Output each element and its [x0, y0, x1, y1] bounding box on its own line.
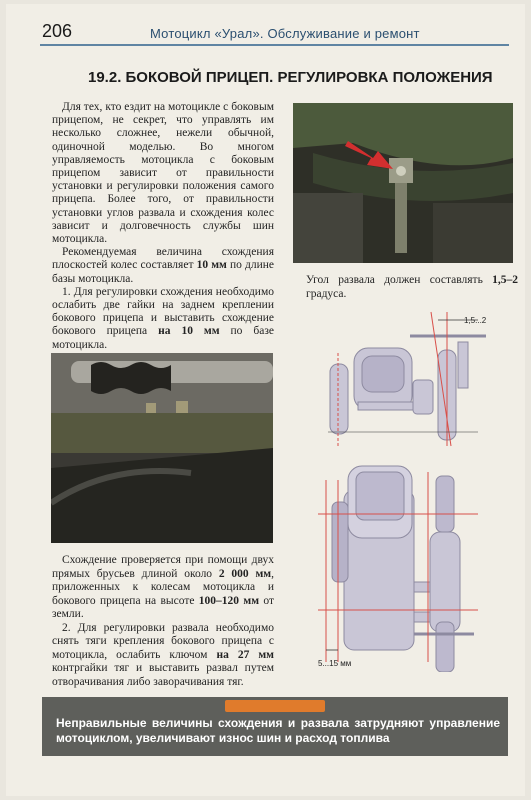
header-rule [40, 44, 509, 46]
bar-height: 100–120 мм [198, 594, 260, 607]
camber-label: 1,5...2 [464, 316, 487, 325]
text: по длине базы мотоцикла. [52, 259, 274, 285]
text: от земли. [52, 594, 275, 620]
text: Схождение проверяется при помощи двух прямых брусьев длиной около [52, 554, 274, 580]
paragraph-step-1 [52, 286, 274, 352]
warning-label [225, 700, 325, 712]
text: по базе мотоцикла. [52, 325, 274, 351]
body-text-upper [52, 101, 274, 352]
caption-camber [306, 273, 518, 301]
text: Рекомендуемая величина схождения плоскостей колес составляет [52, 246, 274, 272]
paragraph-toe-value [52, 246, 274, 286]
warning-text: Неправильные величины схождения и развала затрудняют управление мотоциклом, увеличивают износ шин и расход топлива [56, 716, 500, 745]
text: контргайки тяг и выставить развал путем отворачивания либо заворачивания тяг. [52, 662, 274, 688]
toe-setting: на 10 мм [158, 325, 220, 338]
paragraph-intro: Для тех, кто ездит на мотоцикле с боковым прицепом, не секрет, что управлять им несколько сложнее, нежели обычной, одиночной моделью. Во многом управляемость мотоцикла с боковым прицепом зависит от правильности установки и регулировки положения самого прицепа. Более того, от правильности установки углов развала и схождения колес зависит и долговечность службы шин мотоцикла. [52, 101, 274, 246]
paragraph-toe-check [52, 554, 274, 622]
camber-angle: 1,5–2 [492, 274, 518, 286]
text: 2. Для регулировки развала необходимо снять тяги крепления бокового прицепа с мотоцикла, ослабить ключом [52, 621, 274, 661]
diagram-toe [318, 462, 508, 672]
wrench-size: на 27 мм [216, 648, 274, 661]
page-number: 206 [42, 21, 73, 41]
text: Угол развала должен составлять [306, 274, 493, 286]
diagram-camber [318, 308, 508, 448]
text: градуса. [306, 288, 347, 300]
section-title: 19.2. БОКОВОЙ ПРИЦЕП. РЕГУЛИРОВКА ПОЛОЖЕНИЯ [88, 69, 493, 86]
running-title: Мотоцикл «Урал». Обслуживание и ремонт [150, 26, 420, 41]
photo-sidecar-mount [51, 353, 273, 543]
body-text-lower [52, 554, 274, 689]
text: , приложенных к колесам мотоцикла и бокового прицепа на высоте [52, 567, 274, 607]
toe-value: 10 мм [196, 259, 227, 272]
toe-label: 5...15 мм [318, 659, 352, 668]
bar-length: 2 000 мм [218, 567, 272, 580]
text: 1. Для регулировки схождения необходимо ослабить две гайки на заднем креплении бокового прицепа и выставить схождение бокового прицепа [52, 285, 274, 338]
photo-adjustment-rod [293, 103, 513, 263]
paragraph-step-2 [52, 622, 274, 690]
